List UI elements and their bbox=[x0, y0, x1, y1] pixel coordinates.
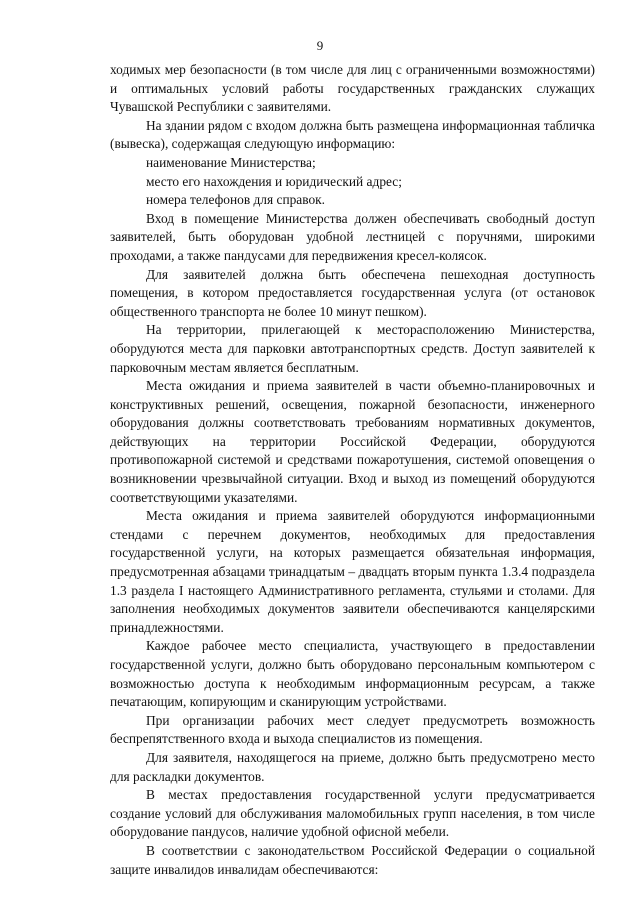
document-body bbox=[110, 61, 595, 879]
paragraph-parking: На территории, прилегающей к месторасположению Министерства, оборудуются места для парковки автотранспортных средств. Доступ заявителей к парковочным местам является бесплатным. bbox=[110, 322, 595, 375]
paragraph-waiting-areas: Места ожидания и приема заявителей в части объемно-планировочных и конструктивных решений, освещения, пожарной безопасности, инженерного оборудования должны соответствовать требованиям нормативных документов, действующих на территории Российской Федерации, оборудуются противопожарной системой и средствами пожаротушения, системой оповещения о возникновении чрезвычайной ситуации. Вход и выход из помещений оборудуются соответствующими указателями. bbox=[110, 378, 595, 505]
paragraph-low-mobility: В местах предоставления государственной услуги предусматривается создание условий для обслуживания маломобильных групп населения, в том числе оборудование пандусов, наличие удобной офисной мебели. bbox=[110, 787, 595, 840]
page-number: 9 bbox=[316, 38, 324, 53]
paragraph-document-space: Для заявителя, находящегося на приеме, должно быть предусмотрено место для раскладки документов. bbox=[110, 749, 595, 784]
paragraph-disability-law: В соответствии с законодательством Российской Федерации о социальной защите инвалидов инвалидам обеспечиваются: bbox=[110, 842, 595, 877]
list-item: место его нахождения и юридический адрес; bbox=[146, 173, 402, 189]
paragraph-entrance: Вход в помещение Министерства должен обеспечивать свободный доступ заявителей, быть оборудован удобной лестницей с поручнями, широкими проходами, а также пандусами для передвижения кресел-колясок. bbox=[110, 210, 595, 263]
paragraph-signboard: На здании рядом с входом должна быть размещена информационная табличка (вывеска), содержащая следующую информацию: bbox=[110, 117, 595, 152]
paragraph-workplace-organization: При организации рабочих мест следует предусмотреть возможность беспрепятственного входа и выхода специалистов из помещения. bbox=[110, 712, 595, 747]
list-item: наименование Министерства; bbox=[146, 154, 316, 170]
paragraph-workplace: Каждое рабочее место специалиста, участвующего в предоставлении государственной услуги, должно быть оборудовано персональным компьютером с возможностью доступа к необходимым информационным ресурсам, а также печатающим, копирующим и сканирующим устройствами. bbox=[110, 638, 595, 710]
paragraph-pedestrian-access: Для заявителей должна быть обеспечена пешеходная доступность помещения, в котором предоставляется государственная услуга (от остановок общественного транспорта не более 10 минут пешком). bbox=[110, 266, 595, 319]
list-item: номера телефонов для справок. bbox=[146, 192, 326, 208]
paragraph-info-stands: Места ожидания и приема заявителей оборудуются информационными стендами с перечнем документов, необходимых для предоставления государственной услуги, на которых размещается обязательная информация, предусмотренная абзацами тринадцатым – двадцать вторым пункта 1.3.4 подраздела 1.3 раздела I настоящего Административного регламента, стульями и столами. Для заполнения необходимых документов заявители обеспечиваются канцелярскими принадлежностями. bbox=[110, 508, 595, 635]
paragraph-continued: ходимых мер безопасности (в том числе для лиц с ограниченными возможностями) и оптимальных условий работы государственных гражданских служащих Чувашской Республики с заявителями. bbox=[110, 62, 595, 115]
